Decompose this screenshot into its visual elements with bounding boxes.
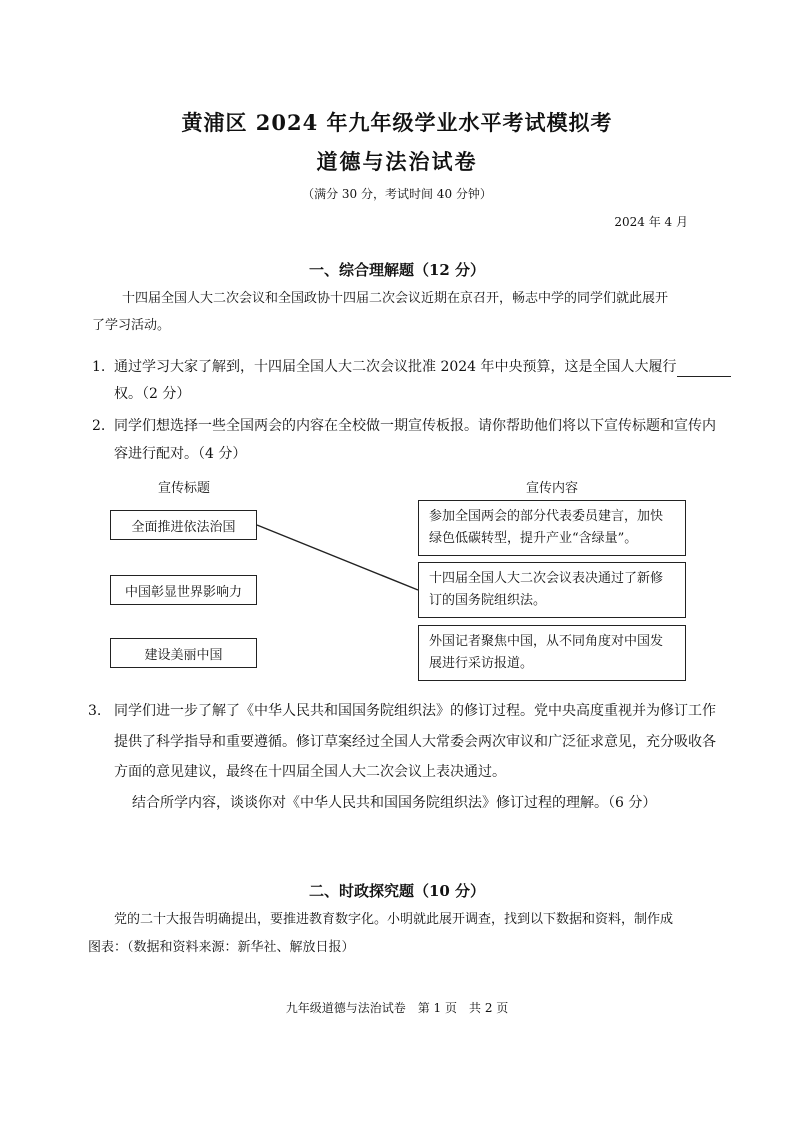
section2-intro-line2: 图表：（数据和资料来源：新华社、解放日报）: [88, 940, 355, 955]
q3-line3: 方面的意见建议，最终在十四届全国人大二次会议上表决通过。: [114, 764, 506, 780]
matching-left-header: 宣传标题: [158, 481, 211, 496]
q2-number: 2.: [92, 418, 106, 434]
q1-text: 通过学习大家了解到，十四届全国人大二次会议批准 2024 年中央预算，这是全国人大履行: [114, 359, 677, 375]
exam-title: 黄浦区 2024 年九年级学业水平考试模拟考: [181, 110, 613, 135]
q2-line1: 同学们想选择一些全国两会的内容在全校做一期宣传板报。请你帮助他们将以下宣传标题和宣传内: [114, 418, 716, 434]
q3-line2: 提供了科学指导和重要遵循。修订草案经过全国人大常委会两次审议和广泛征求意见，充分吸收各: [114, 734, 716, 750]
section2-intro-line1: 党的二十大报告明确提出，要推进教育数字化。小明就此展开调查，找到以下数据和资料，制作成: [114, 912, 674, 927]
exam-subject: 道德与法治试卷: [316, 149, 478, 174]
matching-left-item-2[interactable]: 中国彰显世界影响力: [110, 575, 257, 605]
page-footer: 九年级道德与法治试卷 第 1 页 共 2 页: [285, 1001, 509, 1015]
exam-note: （满分 30 分，考试时间 40 分钟）: [302, 187, 492, 201]
matching-right-item-1-line2: 绿色低碳转型，提升产业“含绿量”。: [429, 531, 638, 546]
matching-right-item-2-line2: 订的国务院组织法。: [429, 593, 547, 608]
section1-title: 一、综合理解题（12 分）: [308, 261, 486, 279]
q1-number: 1.: [92, 359, 106, 375]
exam-date: 2024 年 4 月: [614, 215, 688, 229]
matching-right-item-1-line1: 参加全国两会的部分代表委员建言，加快: [429, 509, 664, 524]
section1-intro-line2: 了学习活动。: [92, 318, 171, 333]
matching-right-item-2-line1: 十四届全国人大二次会议表决通过了新修: [429, 571, 664, 586]
section1-intro-line1: 十四届全国人大二次会议和全国政协十四届二次会议近期在京召开，畅志中学的同学们就此展开: [122, 291, 669, 306]
matching-right-item-3-line1: 外国记者聚焦中国，从不同角度对中国发: [429, 634, 664, 649]
q3-line1: 同学们进一步了解了《中华人民共和国国务院组织法》的修订过程。党中央高度重视并为修订工作: [114, 703, 716, 719]
q1-line2: 权。（2 分）: [114, 386, 191, 402]
matching-right-item-1[interactable]: [418, 500, 686, 556]
matching-right-item-3[interactable]: [418, 625, 686, 681]
section2-title: 二、时政探究题（10 分）: [308, 882, 486, 900]
q3-number: 3.: [88, 703, 102, 719]
q3-prompt: 结合所学内容，谈谈你对《中华人民共和国国务院组织法》修订过程的理解。（6 分）: [132, 795, 657, 811]
matching-right-header: 宣传内容: [526, 481, 579, 496]
q2-line2: 容进行配对。（4 分）: [114, 446, 247, 462]
matching-left-item-1[interactable]: 全面推进依法治国: [110, 510, 257, 540]
matching-left-item-3[interactable]: 建设美丽中国: [110, 638, 257, 668]
matching-right-item-3-line2: 展进行采访报道。: [429, 656, 534, 671]
matching-right-item-2[interactable]: [418, 562, 686, 618]
